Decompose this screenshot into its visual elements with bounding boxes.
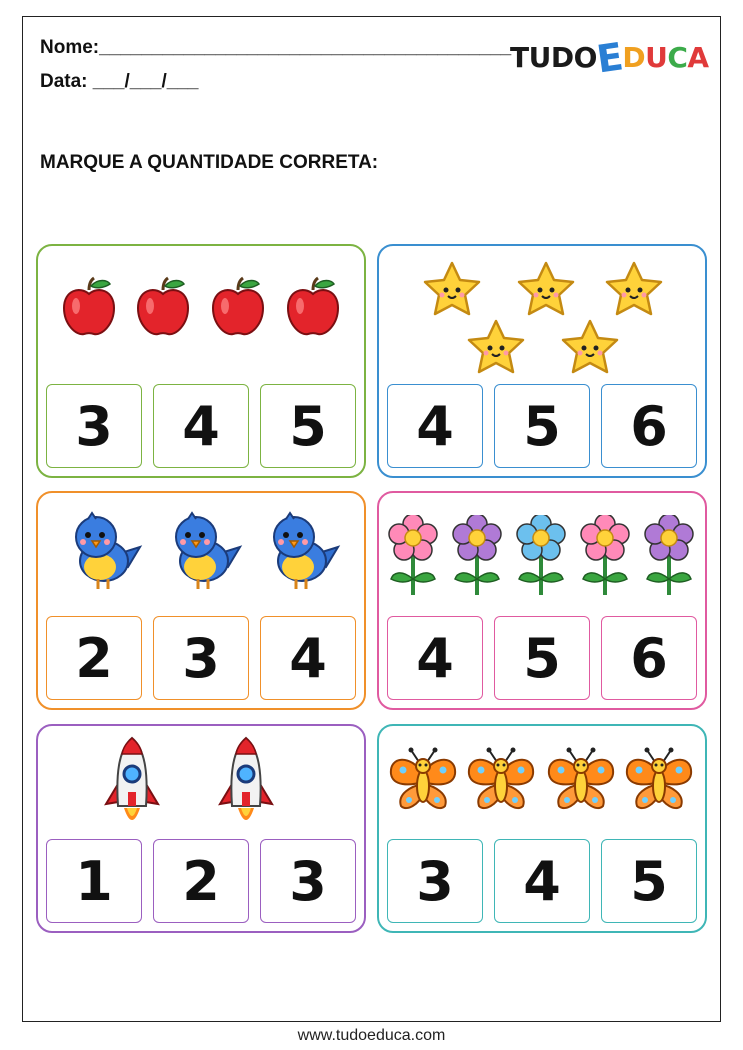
butterfly-icon <box>465 746 537 821</box>
butterfly-icon <box>387 746 459 821</box>
card-butterflies <box>377 724 707 933</box>
option-stars-2[interactable]: 5 <box>494 384 590 468</box>
card-flowers <box>377 491 707 710</box>
logo-letter-c: C <box>667 41 688 74</box>
flower-icon <box>643 515 695 602</box>
option-butterflies-1[interactable]: 3 <box>387 839 483 923</box>
rocket-icon <box>218 736 274 837</box>
bird-icon <box>168 511 244 600</box>
flower-icon <box>515 515 567 602</box>
birds-pictures <box>38 493 364 633</box>
stars-options <box>387 384 697 468</box>
butterfly-icon <box>623 746 695 821</box>
date-label: Data: <box>40 71 88 92</box>
option-apples-1[interactable]: 3 <box>46 384 142 468</box>
option-rockets-3[interactable]: 3 <box>260 839 356 923</box>
option-apples-3[interactable]: 5 <box>260 384 356 468</box>
flowers-pictures <box>379 493 705 633</box>
bird-icon <box>266 511 342 600</box>
butterfly-icon <box>545 746 617 821</box>
option-butterflies-2[interactable]: 4 <box>494 839 590 923</box>
logo-letter-e: E <box>593 34 626 82</box>
flower-icon <box>579 515 631 602</box>
apples-pictures <box>38 246 364 386</box>
option-flowers-2[interactable]: 5 <box>494 616 590 700</box>
star-icon <box>559 318 621 381</box>
rocket-icon <box>104 736 160 837</box>
option-rockets-2[interactable]: 2 <box>153 839 249 923</box>
card-apples <box>36 244 366 478</box>
option-birds-2[interactable]: 3 <box>153 616 249 700</box>
option-birds-1[interactable]: 2 <box>46 616 142 700</box>
logo-text-tudo: TUDO <box>510 41 597 74</box>
card-stars <box>377 244 707 478</box>
star-icon <box>603 260 665 323</box>
option-apples-2[interactable]: 4 <box>153 384 249 468</box>
star-icon <box>421 260 483 323</box>
name-blank[interactable]: _______________________________________ <box>99 37 512 58</box>
apples-options <box>46 384 356 468</box>
apple-icon <box>209 276 267 343</box>
star-icon <box>515 260 577 323</box>
logo-letter-a: A <box>687 41 709 74</box>
flower-icon <box>387 515 439 602</box>
logo-letter-u: U <box>645 41 668 74</box>
instruction-text: MARQUE A QUANTIDADE CORRETA: <box>40 152 379 173</box>
stars-pictures <box>379 246 705 386</box>
flowers-options <box>387 616 697 700</box>
card-rockets <box>36 724 366 933</box>
option-stars-3[interactable]: 6 <box>601 384 697 468</box>
footer-url: www.tudoeduca.com <box>297 1027 446 1044</box>
apple-icon <box>134 276 192 343</box>
bird-icon <box>68 511 144 600</box>
option-flowers-3[interactable]: 6 <box>601 616 697 700</box>
name-line <box>40 37 511 59</box>
option-birds-3[interactable]: 4 <box>260 616 356 700</box>
name-label: Nome: <box>40 37 100 58</box>
logo-letter-d: D <box>622 41 646 74</box>
apple-icon <box>284 276 342 343</box>
option-flowers-1[interactable]: 4 <box>387 616 483 700</box>
option-stars-1[interactable]: 4 <box>387 384 483 468</box>
apple-icon <box>60 276 118 343</box>
birds-options <box>46 616 356 700</box>
date-line <box>40 71 198 93</box>
card-birds <box>36 491 366 710</box>
star-icon <box>465 318 527 381</box>
butterflies-options <box>387 839 697 923</box>
tudoeduca-logo <box>510 30 709 82</box>
option-rockets-1[interactable]: 1 <box>46 839 142 923</box>
rockets-options <box>46 839 356 923</box>
option-butterflies-3[interactable]: 5 <box>601 839 697 923</box>
date-blank[interactable]: ___/___/___ <box>92 71 199 92</box>
flower-icon <box>451 515 503 602</box>
